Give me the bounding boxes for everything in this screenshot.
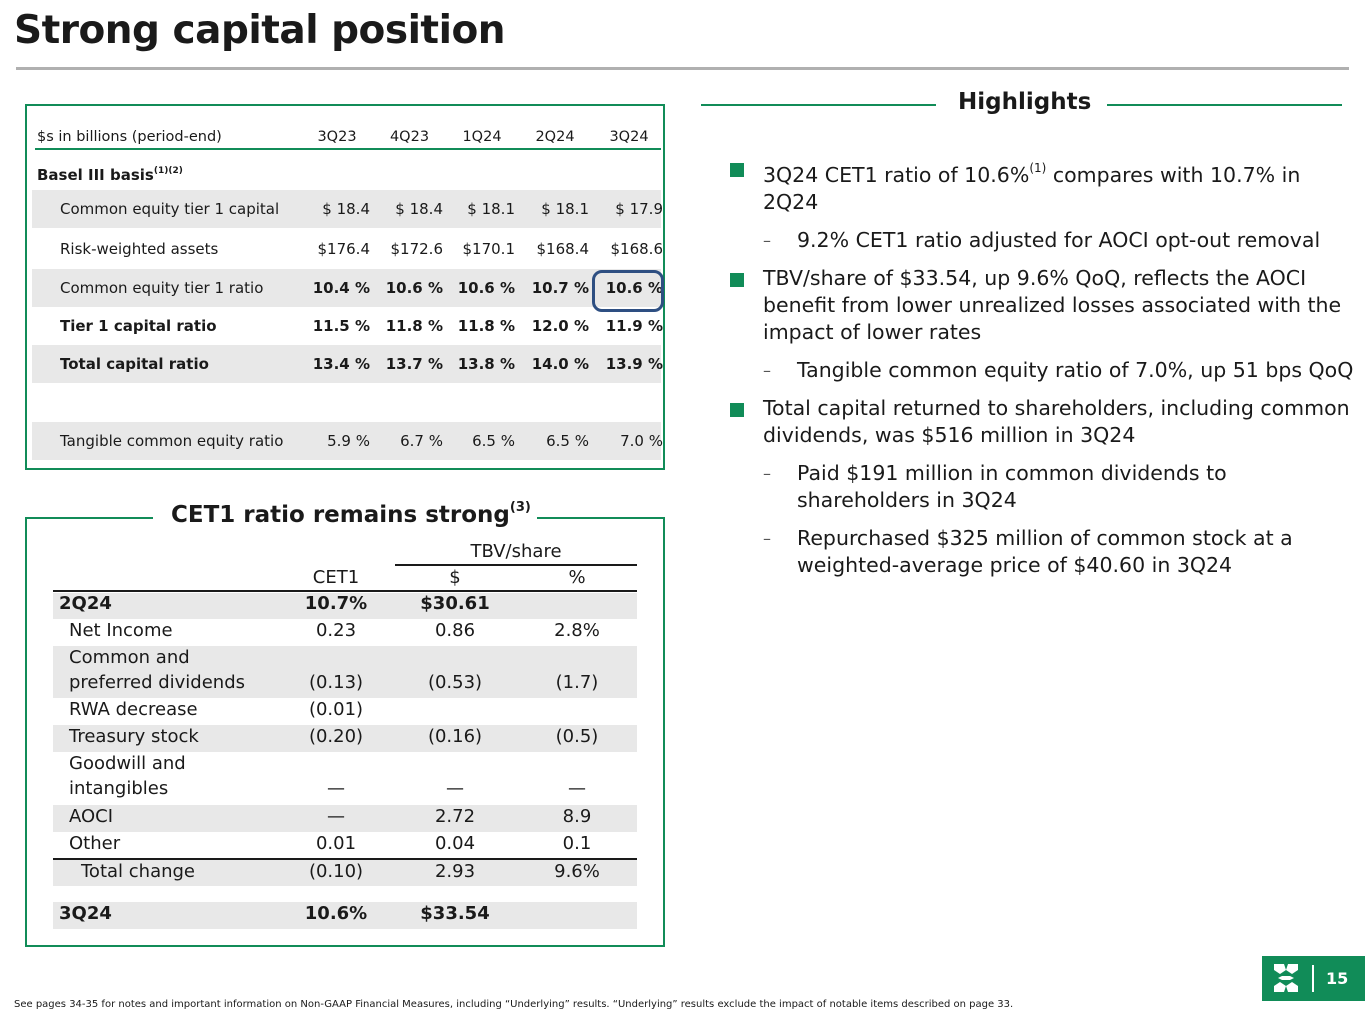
section-divider <box>25 517 153 519</box>
tbv-group-header: TBV/share <box>395 541 637 566</box>
capital-table-header <box>35 126 661 150</box>
list-item: TBV/share of $33.54, up 9.6% QoQ, reflects the AOCI benefit from lower unrealized losses associated with the impact of lower rates <box>730 265 1360 346</box>
period-header: 4Q23 <box>389 129 430 145</box>
basel-label: Basel III basis$^{(1)(2)}$ <box>37 166 183 184</box>
column-header: CET1 <box>312 567 360 588</box>
highlights-list <box>730 155 1360 590</box>
table-row: 3Q24 10.6% $33.54 <box>53 902 637 929</box>
column-header: $ <box>449 567 461 588</box>
section-divider <box>537 517 665 519</box>
period-header: 2Q24 <box>535 129 575 145</box>
footnote: See pages 34-35 for notes and important information on Non-GAAP Financial Measures, including “Underlying” results. “Underlying” results exclude the impact of notable items described on page 33. <box>14 999 1014 1010</box>
table-row: Risk-weighted assets $176.4 $172.6 $170.1 $168.4 $168.6 <box>60 240 663 258</box>
period-header: 3Q24 <box>609 129 649 145</box>
highlight-outline <box>592 270 664 312</box>
table-row: Common and preferred dividends (0.13) (0.53) (1.7) <box>53 646 637 698</box>
logo-separator <box>1312 965 1314 992</box>
capital-table <box>25 104 665 470</box>
column-header: % <box>568 567 586 588</box>
title-divider <box>16 67 1349 70</box>
section-divider <box>1107 104 1342 106</box>
table-row: Total change (0.10) 2.93 9.6% <box>53 858 637 886</box>
table-row: Tangible common equity ratio 5.9 % 6.7 % 6.5 % 6.5 % 7.0 % <box>32 422 661 460</box>
table-row: Net Income 0.23 0.86 2.8% <box>69 620 600 641</box>
table-row: RWA decrease (0.01) <box>69 699 364 720</box>
list-item: – Paid $191 million in common dividends to shareholders in 3Q24 <box>730 460 1360 514</box>
page-title: Strong capital position <box>14 8 506 53</box>
cet1-column-headers <box>53 567 637 592</box>
list-item: – 9.2% CET1 ratio adjusted for AOCI opt-out removal <box>730 227 1360 254</box>
brand-badge <box>1262 956 1365 1001</box>
header-label: $s in billions (period-end) <box>37 129 222 145</box>
list-item: 3Q24 CET1 ratio of 10.6%$^{(1)}$ compares with 10.7% in 2Q24 <box>730 155 1360 216</box>
table-row: Treasury stock (0.20) (0.16) (0.5) <box>53 725 637 752</box>
list-item: – Tangible common equity ratio of 7.0%, up 51 bps QoQ <box>730 357 1360 384</box>
table-row: 2Q24 10.7% $30.61 <box>53 593 637 619</box>
citizens-logo-icon <box>1270 962 1302 994</box>
table-row: Common equity tier 1 capital $ 18.4 $ 18.4 $ 18.1 $ 18.1 $ 17.9 <box>32 190 661 228</box>
section-divider <box>701 104 936 106</box>
page-number: 15 <box>1326 969 1349 988</box>
list-item: – Repurchased $325 million of common stock at a weighted-average price of $40.60 in 3Q24 <box>730 525 1360 579</box>
cet1-title: CET1 ratio remains strong$^{(3)}$ <box>171 500 531 528</box>
table-row: AOCI — 2.72 8.9 <box>53 805 637 832</box>
period-header: 1Q24 <box>462 129 502 145</box>
period-header: 3Q23 <box>317 129 357 145</box>
table-row: Total capital ratio 13.4 % 13.7 % 13.8 % 14.0 % 13.9 % <box>32 345 661 383</box>
table-row: Goodwill and intangibles — — — <box>69 753 586 799</box>
list-item: Total capital returned to shareholders, including common dividends, was $516 million in 3Q24 <box>730 395 1360 449</box>
table-row: Other 0.01 0.04 0.1 <box>69 833 592 854</box>
table-row: Common equity tier 1 ratio 10.4 % 10.6 % 10.6 % 10.7 % 10.6 % <box>32 269 661 307</box>
highlights-title: Highlights <box>958 89 1092 115</box>
table-row: Tier 1 capital ratio 11.5 % 11.8 % 11.8 % 12.0 % 11.9 % <box>60 317 663 335</box>
